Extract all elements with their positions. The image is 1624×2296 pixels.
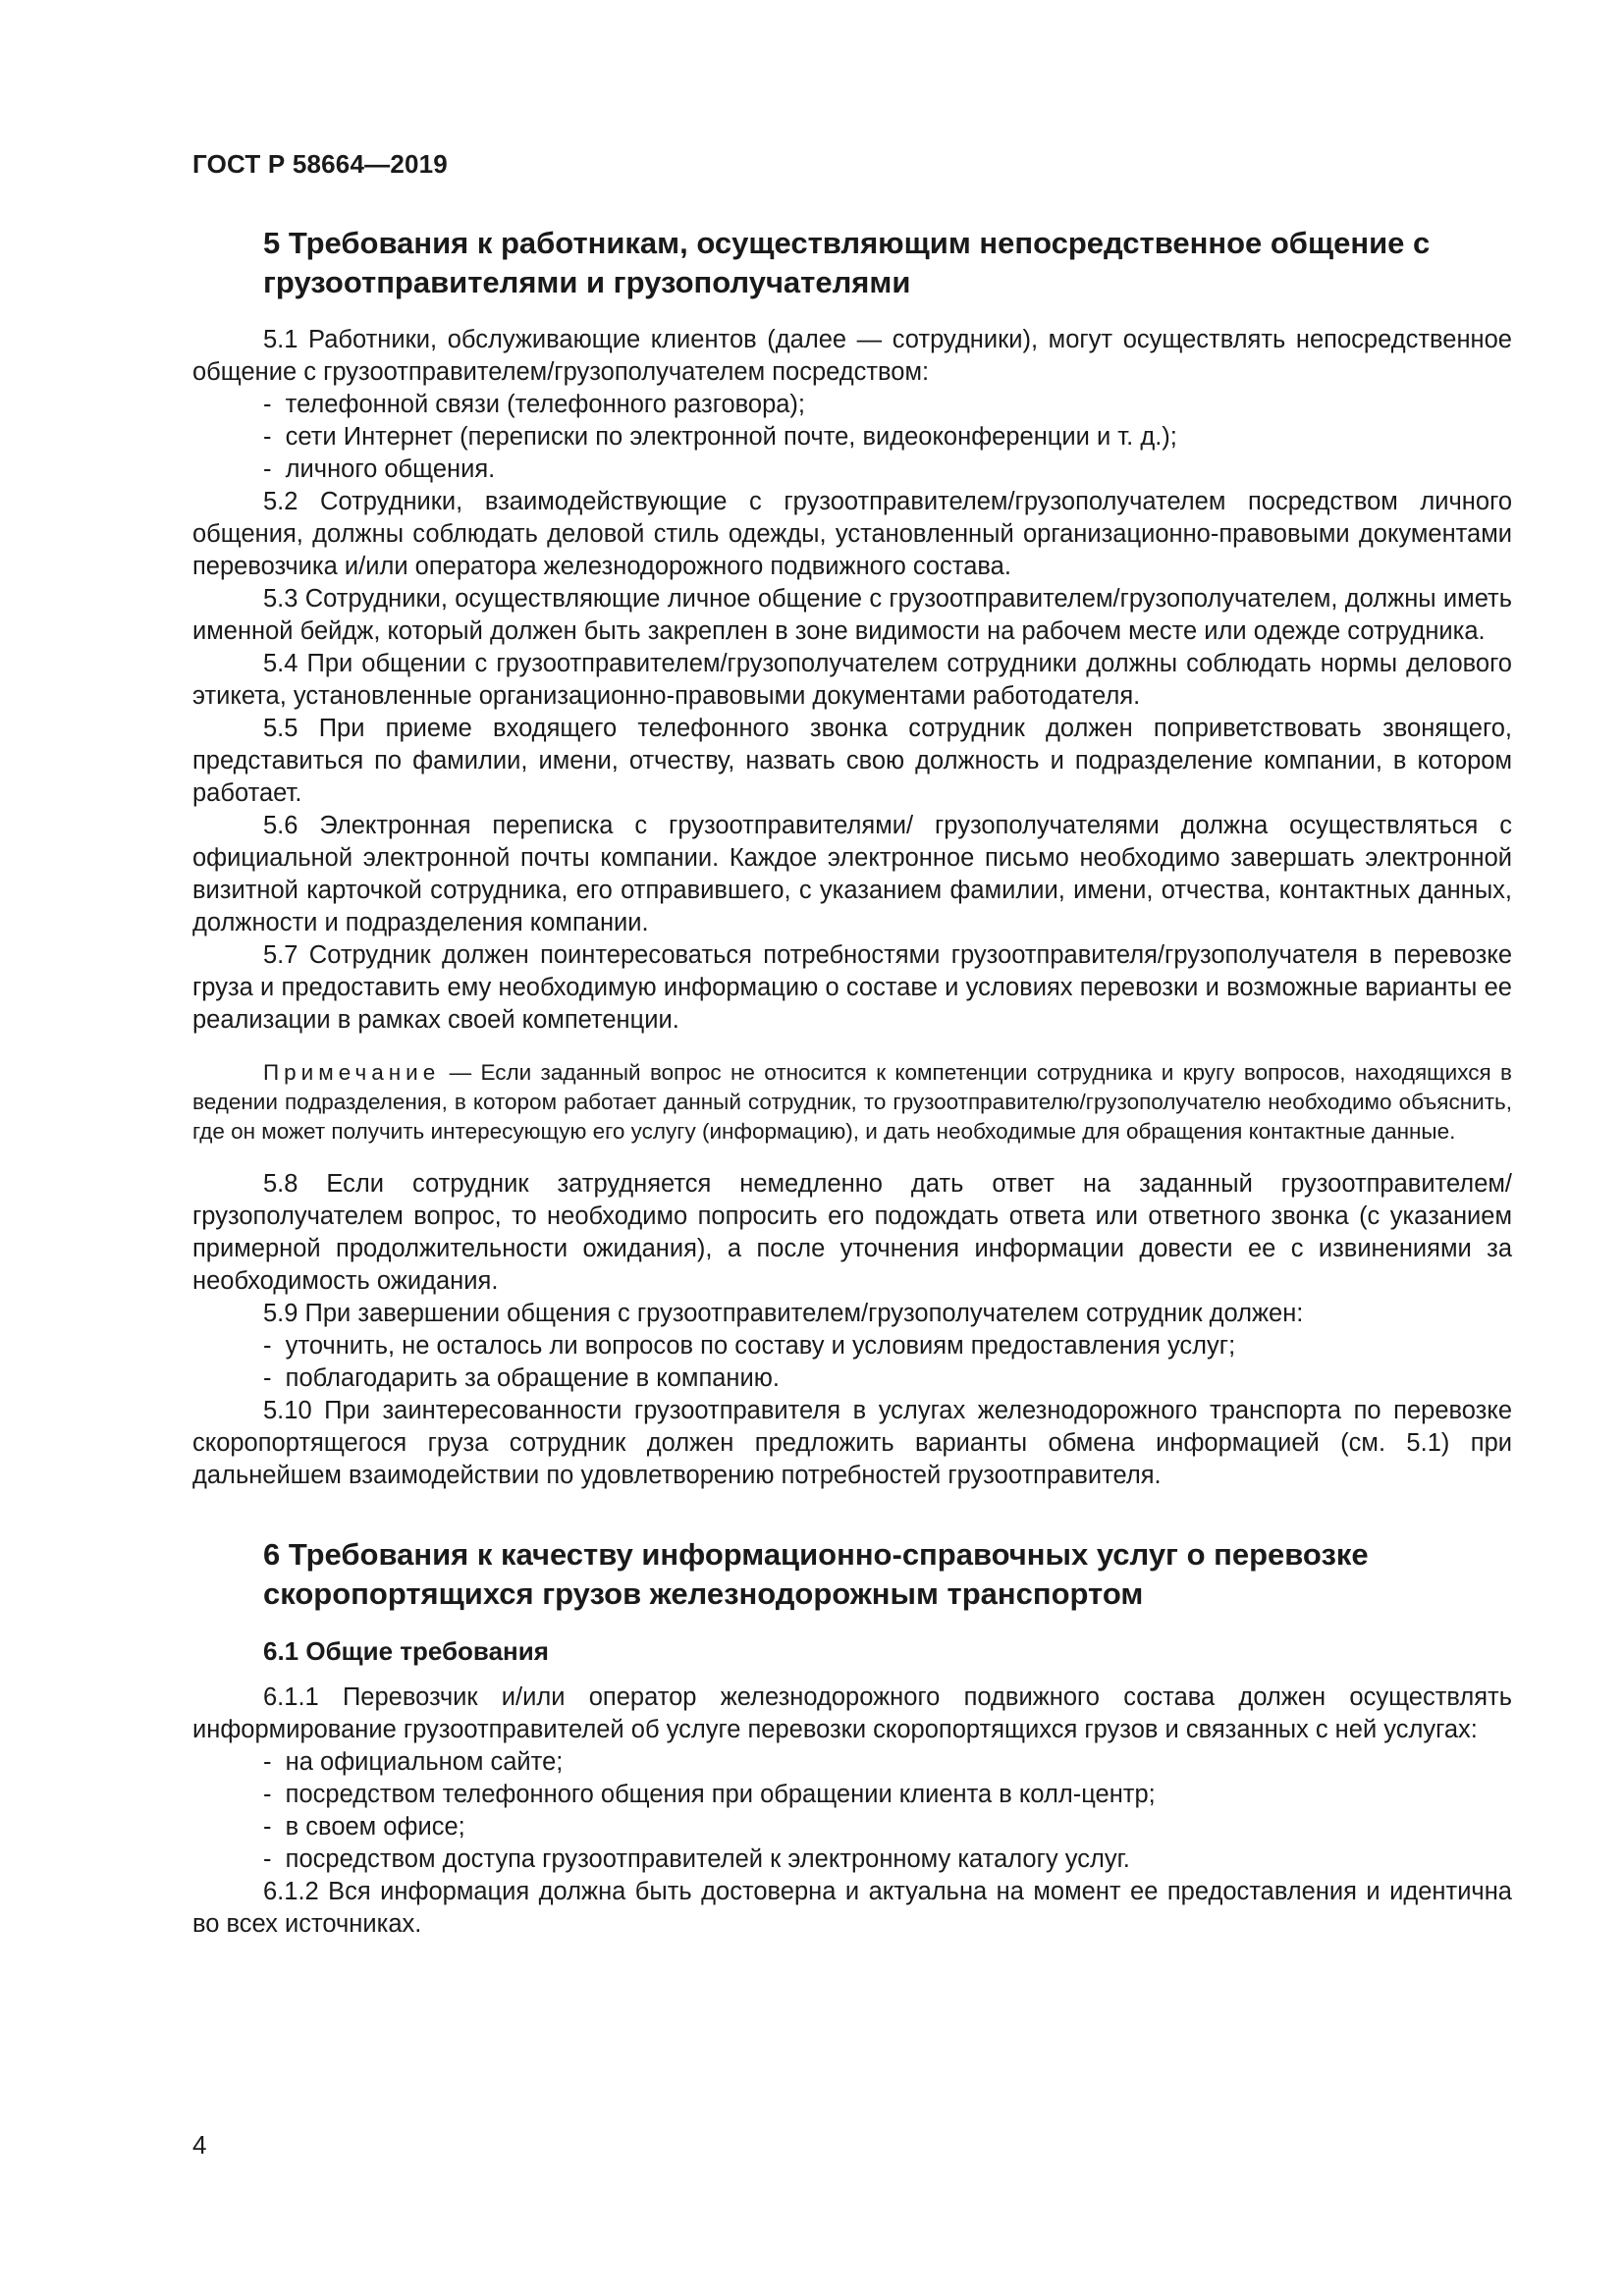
- paragraph-5-10: 5.10 При заинтересованности грузоотправителя в услугах железнодорожного транспорта по перевозке скоропортящегося груза сотрудник должен предложить варианты обмена информацией (см. 5.1) при дальнейшем взаимодействии по удовлетворению потребностей грузоотправителя.: [192, 1397, 1512, 1489]
- list-item: - посредством доступа грузоотправителей к электронному каталогу услуг.: [263, 1843, 1512, 1876]
- list-item: - телефонной связи (телефонного разговора);: [263, 389, 1512, 421]
- list-item: - личного общения.: [263, 454, 1512, 486]
- section-6-title: 6 Требования к качеству информационно-справочных услуг о перевозке скоропортящихся грузов железнодорожным транспортом: [263, 1537, 1369, 1611]
- paragraph-5-2: 5.2 Сотрудники, взаимодействующие с грузоотправителем/грузополучателем посредством личного общения, должны соблюдать деловой стиль одежды, установленный организационно-правовыми документами перевозчика и/или оператора железнодорожного подвижного состава.: [192, 488, 1512, 580]
- paragraph-5-5: 5.5 При приеме входящего телефонного звонка сотрудник должен поприветствовать звонящего, представиться по фамилии, имени, отчеству, назвать свою должность и подразделение компании, в котором работает.: [192, 715, 1512, 807]
- subsection-6-1-title: 6.1 Общие требования: [263, 1636, 549, 1666]
- paragraph-5-4: 5.4 При общении с грузоотправителем/грузополучателем сотрудники должны соблюдать нормы делового этикета, установленные организационно-правовыми документами работодателя.: [192, 650, 1512, 710]
- page-number: 4: [192, 2130, 207, 2160]
- section-5-title: 5 Требования к работникам, осуществляющим непосредственное общение с грузоотправителями и грузополучателями: [263, 226, 1431, 299]
- paragraph-6-1-1: 6.1.1 Перевозчик и/или оператор железнодорожного подвижного состава должен осуществлять информирование грузоотправителей об услуге перевозки скоропортящихся грузов и связанных с ней услугах:: [192, 1683, 1512, 1743]
- document-code: ГОСТ Р 58664—2019: [192, 149, 448, 179]
- list-item: - на официальном сайте;: [263, 1746, 1512, 1779]
- note-text: — Если заданный вопрос не относится к компетенции сотрудника и кругу вопросов, находящихся в ведении подразделения, в котором работает данный сотрудник, то грузоотправителю/грузополучателю необходимо объяснить, где он может получить интересующую его услугу (информацию), и дать необходимые для обращения контактные данные.: [192, 1060, 1512, 1144]
- paragraph-5-8: 5.8 Если сотрудник затрудняется немедленно дать ответ на заданный грузоотправителем/грузополучателем вопрос, то необходимо попросить его подождать ответа или ответного звонка (с указанием примерной продолжительности ожидания), а после уточнения информации довести ее с извинениями за необходимость ожидания.: [192, 1170, 1512, 1295]
- paragraph-5-7: 5.7 Сотрудник должен поинтересоваться потребностями грузоотправителя/грузополучателя в перевозке груза и предоставить ему необходимую информацию о составе и условиях перевозки и возможные варианты ее реализации в рамках своей компетенции.: [192, 941, 1512, 1034]
- paragraph-5-3: 5.3 Сотрудники, осуществляющие личное общение с грузоотправителем/грузополучателем, должны иметь именной бейдж, который должен быть закреплен в зоне видимости на рабочем месте или одежде сотрудника.: [192, 585, 1512, 645]
- document-body: [192, 224, 1512, 1941]
- paragraph-5-1: 5.1 Работники, обслуживающие клиентов (далее — сотрудники), могут осуществлять непосредственное общение с грузоотправителем/грузополучателем посредством:: [192, 326, 1512, 386]
- list-item: - в своем офисе;: [263, 1811, 1512, 1843]
- note: [192, 1058, 1512, 1147]
- list-item: - поблагодарить за обращение в компанию.: [263, 1362, 1512, 1395]
- paragraph-6-1-2: 6.1.2 Вся информация должна быть достоверна и актуальна на момент ее предоставления и идентична во всех источниках.: [192, 1878, 1512, 1938]
- list-item: - посредством телефонного общения при обращении клиента в колл-центр;: [263, 1779, 1512, 1811]
- list-item: - уточнить, не осталось ли вопросов по составу и условиям предоставления услуг;: [263, 1330, 1512, 1362]
- note-label: Примечание: [263, 1060, 441, 1085]
- paragraph-5-6: 5.6 Электронная переписка с грузоотправителями/ грузополучателями должна осуществляться с официальной электронной почты компании. Каждое электронное письмо необходимо завершать электронной визитной карточкой сотрудника, его отправившего, с указанием фамилии, имени, отчества, контактных данных, должности и подразделения компании.: [192, 812, 1512, 936]
- paragraph-5-9: 5.9 При завершении общения с грузоотправителем/грузополучателем сотрудник должен:: [263, 1300, 1304, 1327]
- list-item: - сети Интернет (переписки по электронной почте, видеоконференции и т. д.);: [263, 421, 1512, 454]
